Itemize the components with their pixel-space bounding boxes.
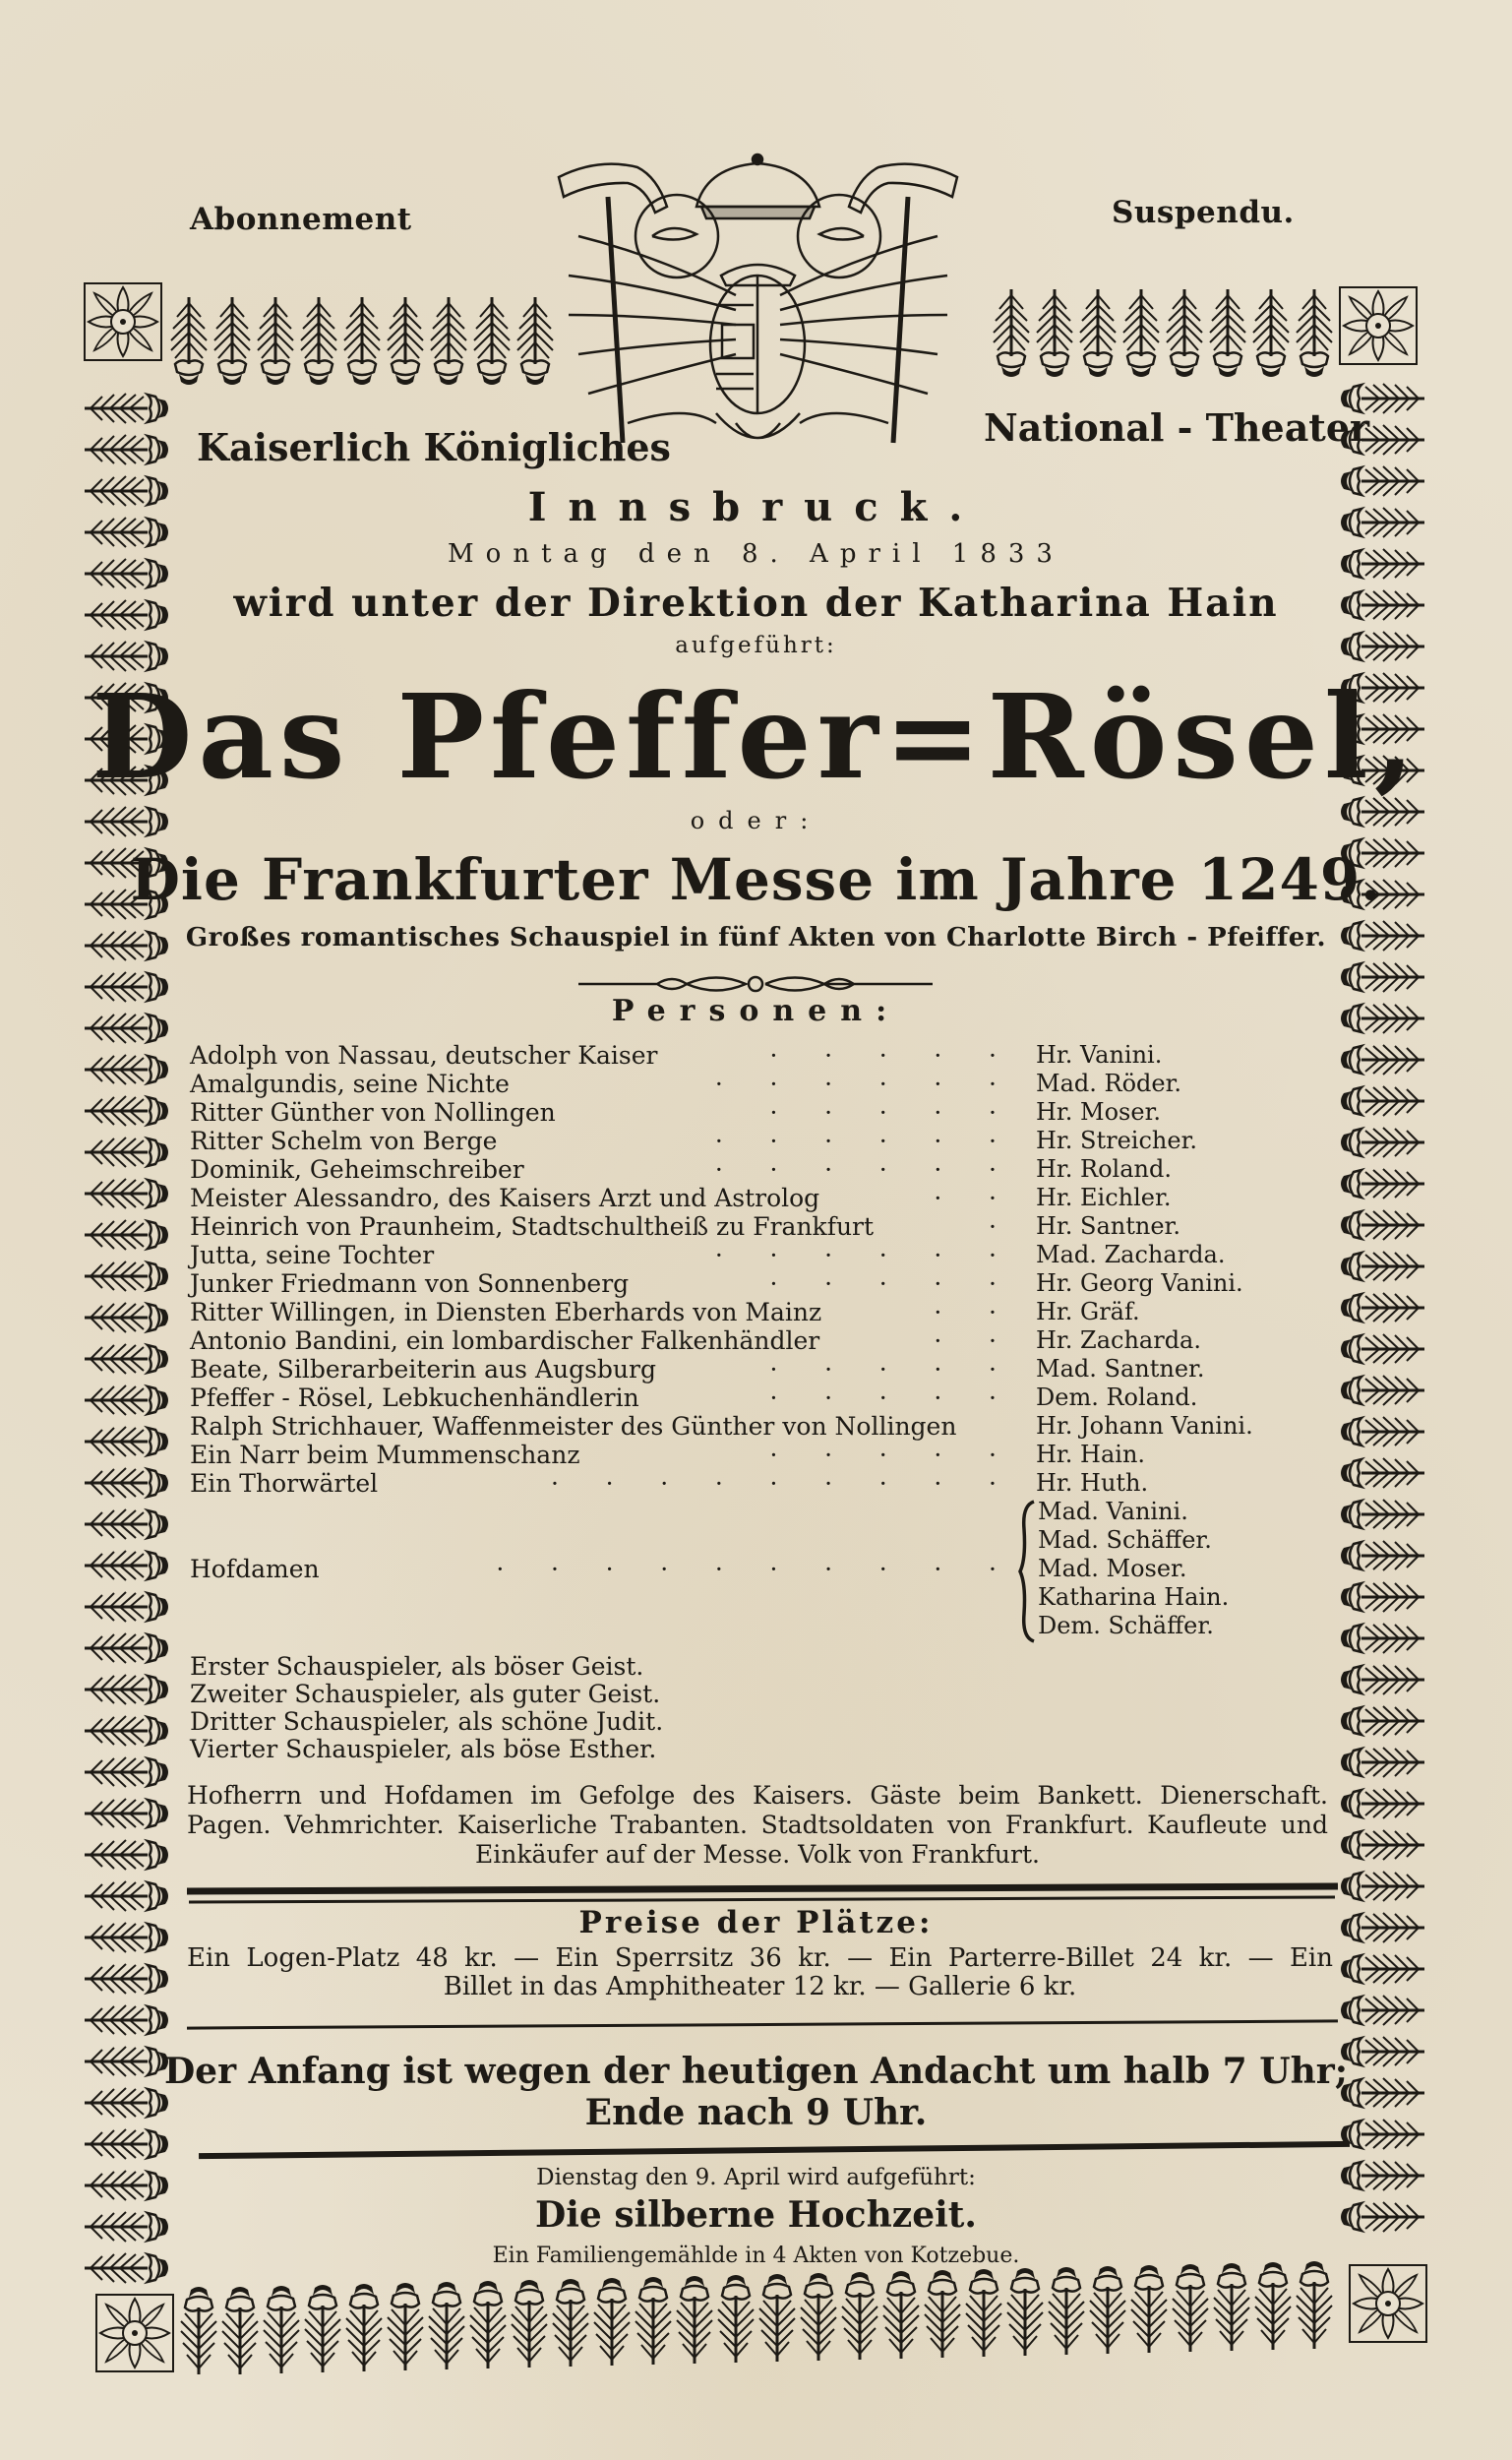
extras-list	[190, 1653, 663, 1763]
cast-actor: Mad. Röder.	[1036, 1070, 1182, 1097]
prices-line-2: Billet in das Amphitheater 12 kr. — Gallerie 6 kr.	[443, 1972, 1077, 2001]
leader-dots: · · · · ·	[769, 1269, 997, 1298]
performance-date: Montag den 8. April 1833	[448, 539, 1064, 569]
play-genre-author: Großes romantisches Schauspiel in fünf Akten von Charlotte Birch - Pfeiffer.	[185, 923, 1327, 953]
hofdamen-role: Hofdamen	[190, 1555, 320, 1583]
hofdamen-actor: Mad. Moser.	[1038, 1555, 1187, 1582]
extras-item: Dritter Schauspieler, als schöne Judit.	[190, 1707, 664, 1736]
start-notice	[0, 2051, 1512, 2133]
crowd-list	[187, 1781, 1328, 1870]
national-theater-label: National - Theater	[984, 405, 1370, 450]
crowd-line-3: Einkäufer auf der Messe. Volk von Frankfurt.	[475, 1840, 1040, 1869]
cast-role: Amalgundis, seine Nichte	[190, 1070, 510, 1098]
performed-label: aufgeführt:	[675, 633, 837, 658]
prices-list	[187, 1944, 1333, 2001]
hofdamen-actors	[1038, 1498, 1229, 1640]
leader-dots: · · · · · ·	[714, 1241, 997, 1269]
extras-item: Vierter Schauspieler, als böse Esther.	[190, 1735, 657, 1763]
cast-row	[190, 1041, 1301, 1070]
cast-role: Pfeffer - Rösel, Lebkuchenhändlerin	[190, 1384, 639, 1412]
cast-row	[190, 1355, 1301, 1384]
cast-role: Ein Thorwärtel	[190, 1469, 379, 1498]
leader-dots: · · · · ·	[769, 1384, 997, 1412]
prices-line-1: Ein Logen-Platz 48 kr. — Ein Sperrsitz 36 kr. — Ein Parterre-Billet 24 kr. — Ein	[187, 1943, 1333, 1973]
prices-heading: Preise der Plätze:	[578, 1905, 934, 1940]
cast-role: Adolph von Nassau, deutscher Kaiser	[190, 1041, 658, 1070]
city-heading: Innsbruck.	[527, 484, 985, 530]
cast-actor: Hr. Georg Vanini.	[1036, 1269, 1243, 1297]
leader-dots: · ·	[934, 1298, 997, 1326]
cast-actor: Dem. Roland.	[1036, 1384, 1198, 1411]
curly-brace-icon	[1018, 1500, 1038, 1643]
cast-row	[190, 1070, 1301, 1098]
cast-row	[190, 1298, 1301, 1326]
cast-role: Jutta, seine Tochter	[190, 1241, 435, 1269]
leader-dots: · · · · ·	[769, 1441, 997, 1469]
cast-actor: Hr. Eichler.	[1036, 1184, 1172, 1211]
cast-actor: Mad. Zacharda.	[1036, 1241, 1226, 1268]
leader-dots: · ·	[934, 1326, 997, 1355]
cast-role: Ritter Willingen, in Diensten Eberhards von Mainz	[190, 1298, 822, 1326]
crowd-line-1: Hofherrn und Hofdamen im Gefolge des Kaisers. Gäste beim Bankett. Dienerschaft.	[187, 1781, 1328, 1810]
hofdamen-actor: Katharina Hain.	[1038, 1583, 1230, 1611]
leader-dots: · · · · · ·	[714, 1070, 997, 1098]
suspendu-label: Suspendu.	[1112, 195, 1295, 230]
hofdamen-actor: Mad. Vanini.	[1038, 1498, 1188, 1525]
cast-actor: Hr. Streicher.	[1036, 1127, 1198, 1154]
cast-actor: Hr. Huth.	[1036, 1469, 1149, 1497]
leader-dots: · · · · ·	[769, 1098, 997, 1127]
start-notice-line-1: Der Anfang ist wegen der heutigen Andacht um halb 7 Uhr;	[163, 2051, 1349, 2092]
cast-list	[190, 1041, 1301, 1645]
cast-row	[190, 1269, 1301, 1298]
abonnement-label: Abonnement	[190, 202, 412, 237]
oder-label: oder:	[690, 807, 822, 834]
next-performance-title: Die silberne Hochzeit.	[535, 2194, 977, 2236]
cast-actor: Mad. Santner.	[1036, 1355, 1205, 1383]
cast-row	[190, 1155, 1301, 1184]
cast-actor: Hr. Moser.	[1036, 1098, 1162, 1126]
cast-row	[190, 1469, 1301, 1498]
extras-item: Zweiter Schauspieler, als guter Geist.	[190, 1680, 661, 1708]
hofdamen-actor: Dem. Schäffer.	[1038, 1612, 1214, 1639]
leader-dots: · · · · · ·	[714, 1127, 997, 1155]
cast-row	[190, 1412, 1301, 1441]
cast-role: Antonio Bandini, ein lombardischer Falkenhändler	[190, 1326, 820, 1355]
cast-role: Ritter Günther von Nollingen	[190, 1098, 556, 1127]
personen-heading: Personen:	[611, 994, 901, 1028]
cast-role: Meister Alessandro, des Kaisers Arzt und Astrolog	[190, 1184, 820, 1212]
cast-actor: Hr. Johann Vanini.	[1036, 1412, 1253, 1440]
cast-actor: Hr. Roland.	[1036, 1155, 1172, 1183]
cast-actor: Hr. Hain.	[1036, 1441, 1146, 1468]
cast-row	[190, 1326, 1301, 1355]
crowd-line-2: Pagen. Vehmrichter. Kaiserliche Trabanten. Stadtsoldaten von Frankfurt. Kaufleute und	[187, 1811, 1328, 1839]
cast-actor: Hr. Santner.	[1036, 1212, 1180, 1240]
next-performance-subtitle: Ein Familiengemählde in 4 Akten von Kotzebue.	[492, 2244, 1020, 2268]
cast-actor: Hr. Vanini.	[1036, 1041, 1163, 1069]
play-subtitle: Die Frankfurter Messe im Jahre 1249.	[130, 846, 1382, 913]
leader-dots: · · · · · · · · ·	[551, 1469, 997, 1498]
cast-role: Heinrich von Praunheim, Stadtschultheiß zu Frankfurt	[190, 1212, 875, 1241]
cast-role: Beate, Silberarbeiterin aus Augsburg	[190, 1355, 656, 1384]
cast-row	[190, 1098, 1301, 1127]
hofdamen-actor: Mad. Schäffer.	[1038, 1526, 1212, 1554]
leader-dots: · · · · · ·	[714, 1155, 997, 1184]
extras-item: Erster Schauspieler, als böser Geist.	[190, 1652, 644, 1681]
leader-dots: · · · · ·	[769, 1355, 997, 1384]
cast-row	[190, 1384, 1301, 1412]
cast-role: Dominik, Geheimschreiber	[190, 1155, 524, 1184]
leader-dots: ·	[989, 1212, 997, 1241]
direction-line: wird unter der Direktion der Katharina Hain	[233, 581, 1279, 626]
cast-actor: Hr. Gräf.	[1036, 1298, 1140, 1325]
cast-row	[190, 1241, 1301, 1269]
cast-role: Junker Friedmann von Sonnenberg	[190, 1269, 630, 1298]
cast-row	[190, 1184, 1301, 1212]
cast-row	[190, 1127, 1301, 1155]
leader-dots: · · · · ·	[769, 1041, 997, 1070]
cast-row	[190, 1441, 1301, 1469]
cast-role: Ein Narr beim Mummenschanz	[190, 1441, 580, 1469]
cast-actor: Hr. Zacharda.	[1036, 1326, 1201, 1354]
leader-dots: · · · · · · · · · ·	[496, 1555, 997, 1583]
next-performance-date: Dienstag den 9. April wird aufgeführt:	[536, 2165, 976, 2190]
double-headed-eagle-crest-icon	[539, 138, 977, 472]
cast-role: Ritter Schelm von Berge	[190, 1127, 498, 1155]
start-notice-line-2: Ende nach 9 Uhr.	[584, 2092, 928, 2133]
cast-role: Ralph Strichhauer, Waffenmeister des Günther von Nollingen	[190, 1412, 957, 1441]
leader-dots: · ·	[934, 1184, 997, 1212]
kaiserlich-koenigliches-label: Kaiserlich Königliches	[197, 425, 671, 469]
cast-row	[190, 1212, 1301, 1241]
hofdamen-group	[190, 1498, 1301, 1645]
play-title: Das Pfeffer=Rösel,	[91, 668, 1421, 805]
